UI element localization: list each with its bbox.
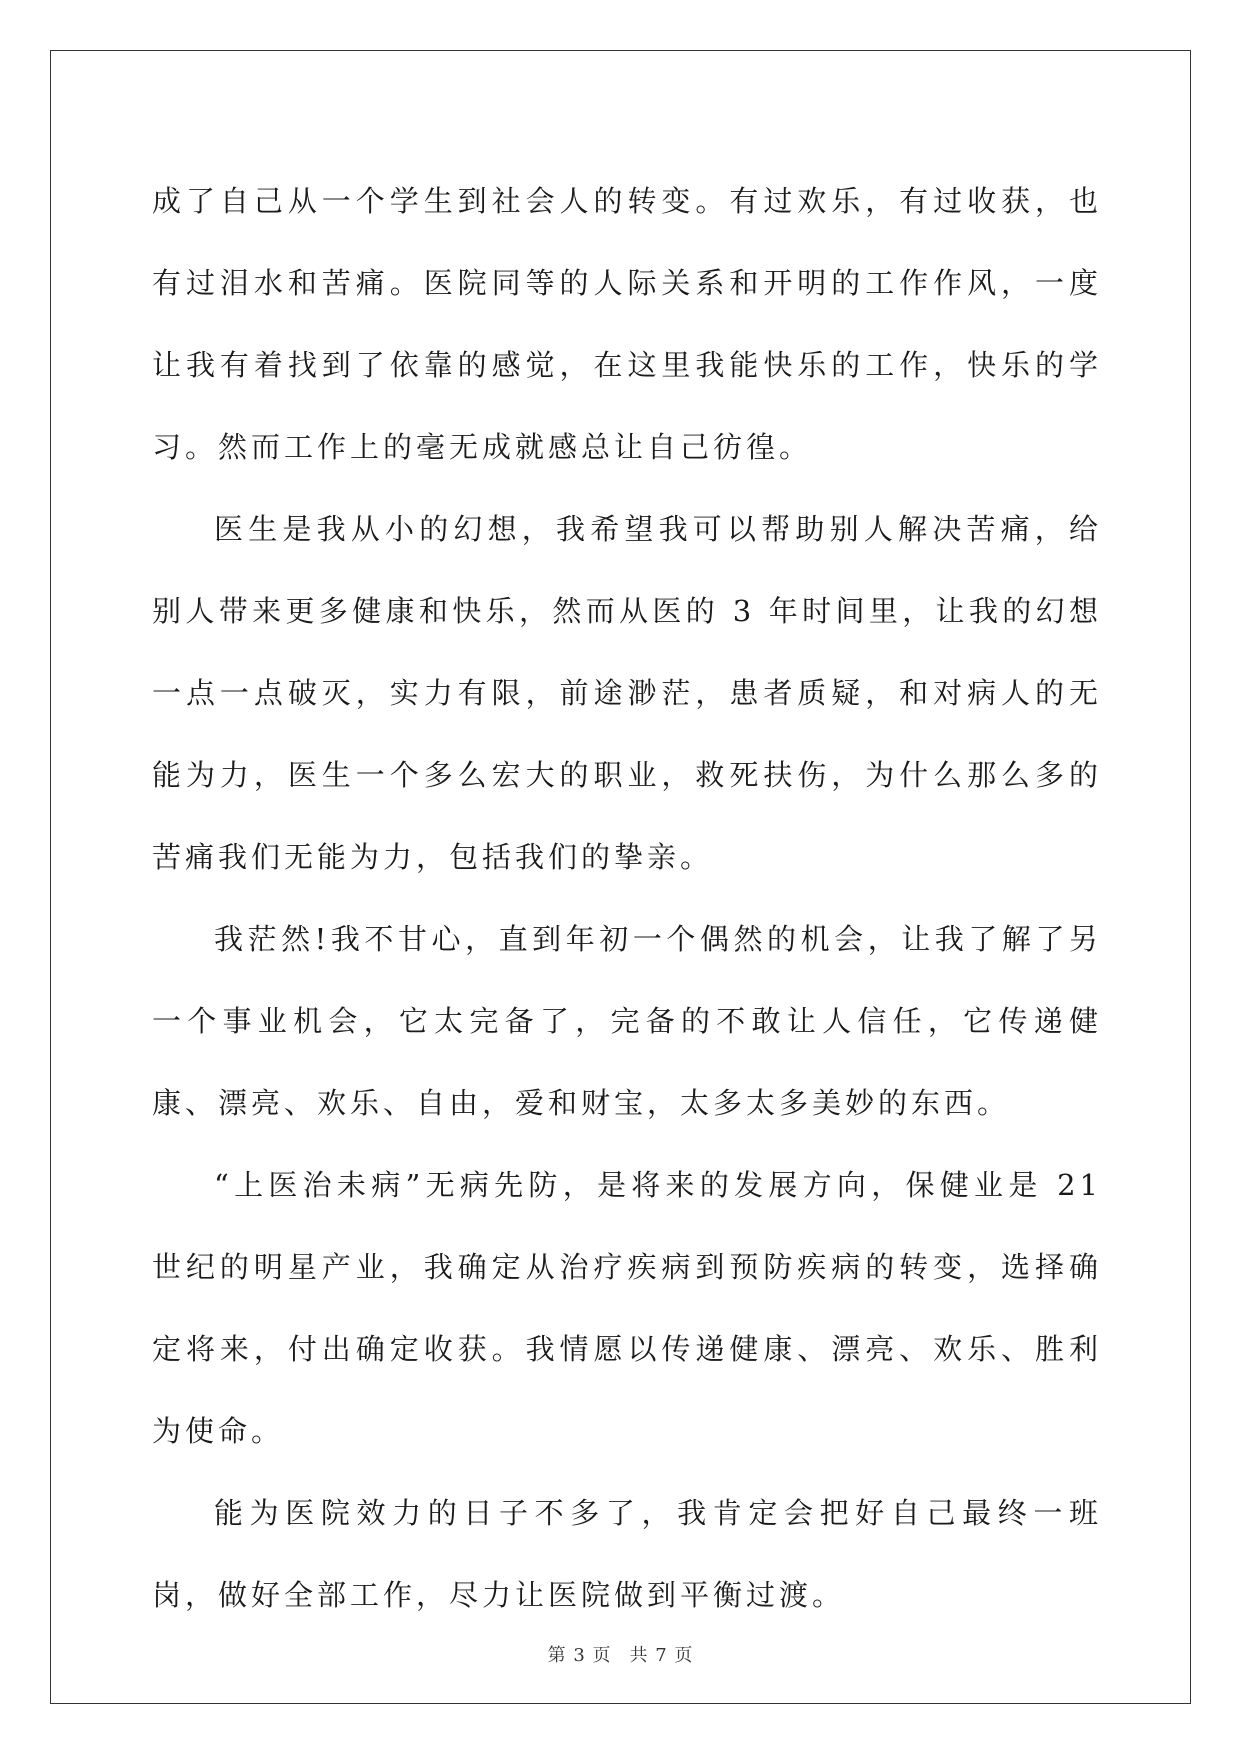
document-body: [152, 160, 1102, 1636]
paragraph-3: 我茫然!我不甘心，直到年初一个偶然的机会，让我了解了另一个事业机会，它太完备了，完备的不敢让人信任，它传递健康、漂亮、欢乐、自由，爱和财宝，太多太多美妙的东西。: [152, 922, 1102, 1120]
paragraph-4: “上医治未病”无病先防，是将来的发展方向，保健业是 21 世纪的明星产业，我确定从治疗疾病到预防疾病的转变，选择确定将来，付出确定收获。我情愿以传递健康、漂亮、欢乐、胜利为使命。: [152, 1168, 1102, 1448]
paragraph-2: 医生是我从小的幻想，我希望我可以帮助别人解决苦痛，给别人带来更多健康和快乐，然而从医的 3 年时间里，让我的幻想一点一点破灭，实力有限，前途渺茫，患者质疑，和对病人的无能为力，医生一个多么宏大的职业，救死扶伤，为什么那么多的苦痛我们无能为力，包括我们的挚亲。: [152, 512, 1102, 874]
total-page-count: 共 7 页: [629, 1645, 694, 1666]
paragraph-5: 能为医院效力的日子不多了，我肯定会把好自己最终一班岗，做好全部工作，尽力让医院做到平衡过渡。: [152, 1496, 1102, 1612]
paragraph-1: 成了自己从一个学生到社会人的转变。有过欢乐，有过收获，也有过泪水和苦痛。医院同等的人际关系和开明的工作作风，一度让我有着找到了依靠的感觉，在这里我能快乐的工作，快乐的学习。然而工作上的毫无成就感总让自己彷徨。: [152, 184, 1102, 464]
current-page-number: 第 3 页: [547, 1645, 612, 1666]
page-footer: [0, 1641, 1241, 1667]
